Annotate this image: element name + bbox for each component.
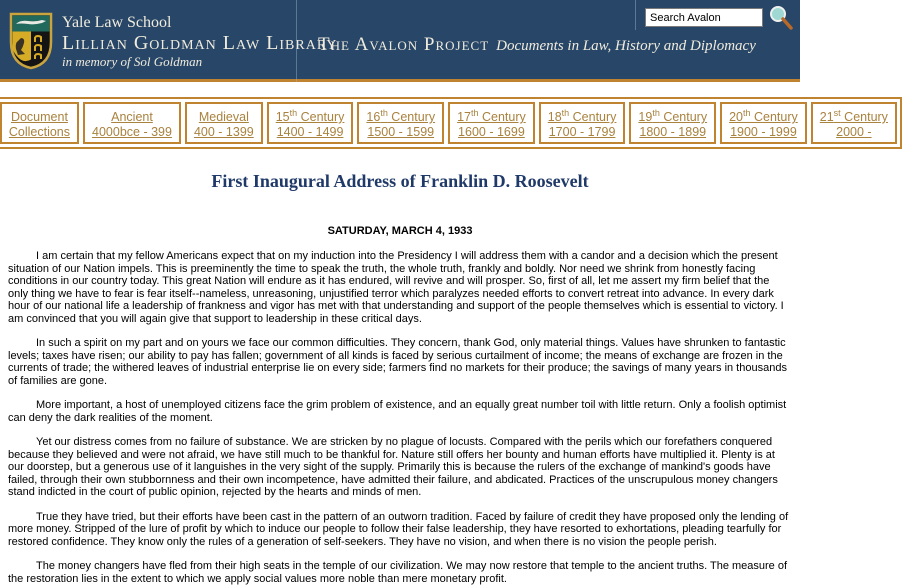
search-icon: [767, 19, 794, 34]
nav-link[interactable]: 18th Century 1700 - 1799: [547, 108, 617, 140]
primary-nav: [0, 97, 902, 149]
nav-link[interactable]: Document Collections: [8, 110, 71, 140]
nav-item-18th-century[interactable]: [539, 102, 626, 144]
nav-item-ancient[interactable]: [83, 102, 181, 144]
search-divider: [635, 0, 636, 30]
nav-item-15th-century[interactable]: [267, 102, 354, 144]
avalon-project-title: The Avalon Project: [318, 34, 490, 55]
document-date: SATURDAY, MARCH 4, 1933: [327, 225, 473, 238]
avalon-project-branding: [318, 34, 756, 56]
nav-item-document-collections[interactable]: [0, 102, 79, 144]
nav-wrap: [0, 97, 888, 149]
nav-link[interactable]: 16th Century 1500 - 1599: [366, 108, 436, 140]
nav-item-16th-century[interactable]: [357, 102, 444, 144]
search-input[interactable]: [645, 8, 763, 27]
header-divider: [296, 0, 297, 82]
speech-paragraph: True they have tried, but their efforts have been cast in the pattern of an outworn tradition. Faced by failure of credit they have proposed only the lending of more money. Stripped of the lure of profit by which to induce our people to follow their false leadership, they have resorted to exhortations, pleading tearfully for restored confidence. They know only the rules of a generation of self-seekers. They have no vision, and when there is no vision the people perish.: [8, 510, 789, 548]
search-button[interactable]: [767, 4, 794, 31]
nav-item-19th-century[interactable]: [629, 102, 716, 144]
speech-paragraph: More important, a host of unemployed citizens face the grim problem of existence, and an equally great number toil with little return. Only a foolish optimist can deny the dark realities of the moment.: [8, 399, 787, 424]
nav-item-medieval[interactable]: [185, 102, 263, 144]
nav-link[interactable]: 21st Century 2000 -: [819, 108, 888, 140]
memory-line: in memory of Sol Goldman: [62, 54, 203, 69]
speech-paragraph: The money changers have fled from their high seats in the temple of our civilization. We may now restore that temple to the ancient truths. The measure of the restoration lies in the extent to which we apply social values more noble than mere monetary profit.: [8, 560, 788, 585]
school-name: Yale Law School: [62, 14, 172, 31]
library-name: Lillian Goldman Law Library: [62, 32, 338, 54]
nav-link[interactable]: 15th Century 1400 - 1499: [275, 108, 345, 140]
nav-item-20th-century[interactable]: [720, 102, 807, 144]
page-title: First Inaugural Address of Franklin D. Roosevelt: [211, 171, 589, 192]
nav-link[interactable]: 17th Century 1600 - 1699: [457, 108, 526, 140]
nav-link[interactable]: 20th Century 1900 - 1999: [729, 108, 798, 140]
speech-body: [0, 250, 800, 585]
site-header: [0, 0, 800, 82]
nav-link[interactable]: Ancient 4000bce - 399: [92, 110, 172, 140]
speech-paragraph: Yet our distress comes from no failure of substance. We are stricken by no plague of locusts. Compared with the perils which our forefathers conquered because they believed and were not afraid, we have still much to be thankful for. Nature still offers her bounty and human efforts have multiplied it. Plenty is at our doorstep, but a generous use of it languishes in the very sight of the supply. Primarily this is because the rulers of the exchange of mankind's goods have failed, through their own stubbornness and their own incompetence, have admitted their failure, and abdicated. Practices of the unscrupulous money changers stand indicted in the court of public opinion, rejected by the hearts and minds of men.: [8, 436, 778, 499]
nav-item-21st-century[interactable]: [811, 102, 897, 144]
yale-law-school-crest-icon: [9, 12, 53, 75]
speech-paragraph: I am certain that my fellow Americans expect that on my induction into the Presidency I will address them with a candor and a decision which the present situation of our Nation impels. This is preeminently the time to speak the truth, the whole truth, frankly and boldly. Nor need we shrink from honestly facing conditions in our country today. This great Nation will endure as it has endured, will revive and will prosper. So, first of all, let me assert my firm belief that the only thing we have to fear is fear itself--nameless, unreasoning, unjustified terror which paralyzes needed efforts to convert retreat into advance. In every dark hour of our national life a leadership of frankness and vigor has met with that understanding and support of the people themselves which is essential to victory. I am convinced that you will again give that support to leadership in these critical days.: [8, 250, 784, 325]
nav-link[interactable]: 19th Century 1800 - 1899: [638, 108, 708, 140]
nav-link[interactable]: Medieval 400 - 1399: [193, 110, 254, 140]
nav-item-17th-century[interactable]: [448, 102, 535, 144]
speech-paragraph: In such a spirit on my part and on yours we face our common difficulties. They concern, thank God, only material things. Values have shrunken to fantastic levels; taxes have risen; our ability to pay has fallen; government of all kinds is faced by serious curtailment of income; the means of exchange are frozen in the currents of trade; the withered leaves of industrial enterprise lie on every side; farmers find no markets for their produce; the savings of many years in thousands of families are gone.: [8, 337, 787, 387]
avalon-project-subtitle: Documents in Law, History and Diplomacy: [496, 38, 756, 54]
